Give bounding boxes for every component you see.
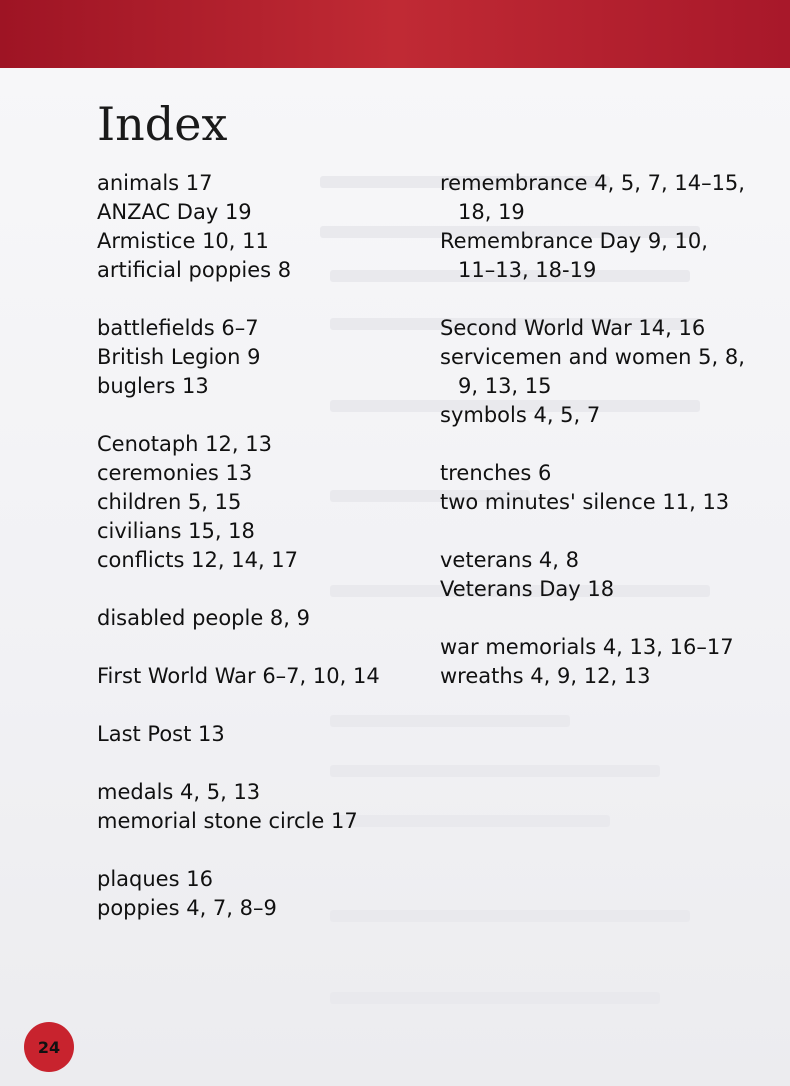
header-band	[0, 0, 790, 68]
index-entry-text: servicemen and women 5, 8,	[440, 345, 745, 369]
index-entry-text: veterans 4, 8	[440, 548, 580, 572]
index-entry	[97, 778, 437, 807]
index-entry-text: Second World War 14, 16	[440, 316, 706, 340]
index-entry-text: remembrance 4, 5, 7, 14–15,	[440, 171, 745, 195]
index-entry-text: artificial poppies 8	[97, 258, 292, 282]
index-entry	[97, 198, 437, 227]
index-entry-text: plaques 16	[97, 867, 213, 891]
index-entry	[440, 633, 780, 662]
index-entry-continuation: 18, 19	[458, 200, 525, 224]
index-entry-text: Veterans Day 18	[440, 577, 615, 601]
index-entry	[440, 227, 780, 285]
index-entry	[97, 517, 437, 546]
index-entry	[97, 372, 437, 401]
index-entry	[97, 894, 437, 923]
index-entry-text: children 5, 15	[97, 490, 242, 514]
index-entry-text: wreaths 4, 9, 12, 13	[440, 664, 651, 688]
index-entry-text: disabled people 8, 9	[97, 606, 310, 630]
index-entry	[97, 662, 437, 691]
index-entry-continuation: 11–13, 18-19	[458, 258, 597, 282]
index-entry	[97, 865, 437, 894]
index-entry-text: buglers 13	[97, 374, 209, 398]
index-column-left	[97, 169, 437, 923]
index-entry-text: Remembrance Day 9, 10,	[440, 229, 708, 253]
index-entry-text: civilians 15, 18	[97, 519, 255, 543]
index-entry-text: Cenotaph 12, 13	[97, 432, 272, 456]
index-entry	[97, 488, 437, 517]
index-column-right	[440, 169, 780, 691]
index-entry	[97, 256, 437, 285]
index-entry-text: ceremonies 13	[97, 461, 253, 485]
index-entry	[440, 546, 780, 575]
index-entry	[440, 314, 780, 343]
index-entry	[97, 430, 437, 459]
index-entry-text: Armistice 10, 11	[97, 229, 269, 253]
index-entry	[97, 604, 437, 633]
index-entry-text: symbols 4, 5, 7	[440, 403, 601, 427]
index-entry-text: two minutes' silence 11, 13	[440, 490, 730, 514]
index-entry-continuation: 9, 13, 15	[458, 374, 552, 398]
index-entry-text: trenches 6	[440, 461, 552, 485]
index-entry	[440, 662, 780, 691]
page-number-badge	[24, 1022, 74, 1072]
index-entry	[97, 169, 437, 198]
index-entry	[97, 546, 437, 575]
index-entry-text: war memorials 4, 13, 16–17	[440, 635, 734, 659]
index-entry	[440, 169, 780, 227]
index-entry-text: First World War 6–7, 10, 14	[97, 664, 380, 688]
index-entry	[440, 575, 780, 604]
index-entry-text: Last Post 13	[97, 722, 225, 746]
show-through-line	[330, 992, 660, 1004]
index-entry-text: memorial stone circle 17	[97, 809, 358, 833]
index-entry	[97, 807, 437, 836]
index-entry	[97, 314, 437, 343]
index-entry-text: conflicts 12, 14, 17	[97, 548, 299, 572]
page-number: 24	[37, 1037, 61, 1057]
index-entry	[440, 459, 780, 488]
index-entry	[97, 720, 437, 749]
index-entry	[440, 401, 780, 430]
index-entry	[440, 343, 780, 401]
page-title: Index	[97, 97, 228, 151]
index-entry-text: ANZAC Day 19	[97, 200, 252, 224]
index-entry-text: battlefields 6–7	[97, 316, 259, 340]
index-entry-text: medals 4, 5, 13	[97, 780, 261, 804]
index-entry-text: animals 17	[97, 171, 213, 195]
index-entry-text: British Legion 9	[97, 345, 261, 369]
index-entry	[97, 227, 437, 256]
index-entry	[440, 488, 780, 517]
index-entry	[97, 459, 437, 488]
index-entry	[97, 343, 437, 372]
index-entry-text: poppies 4, 7, 8–9	[97, 896, 277, 920]
